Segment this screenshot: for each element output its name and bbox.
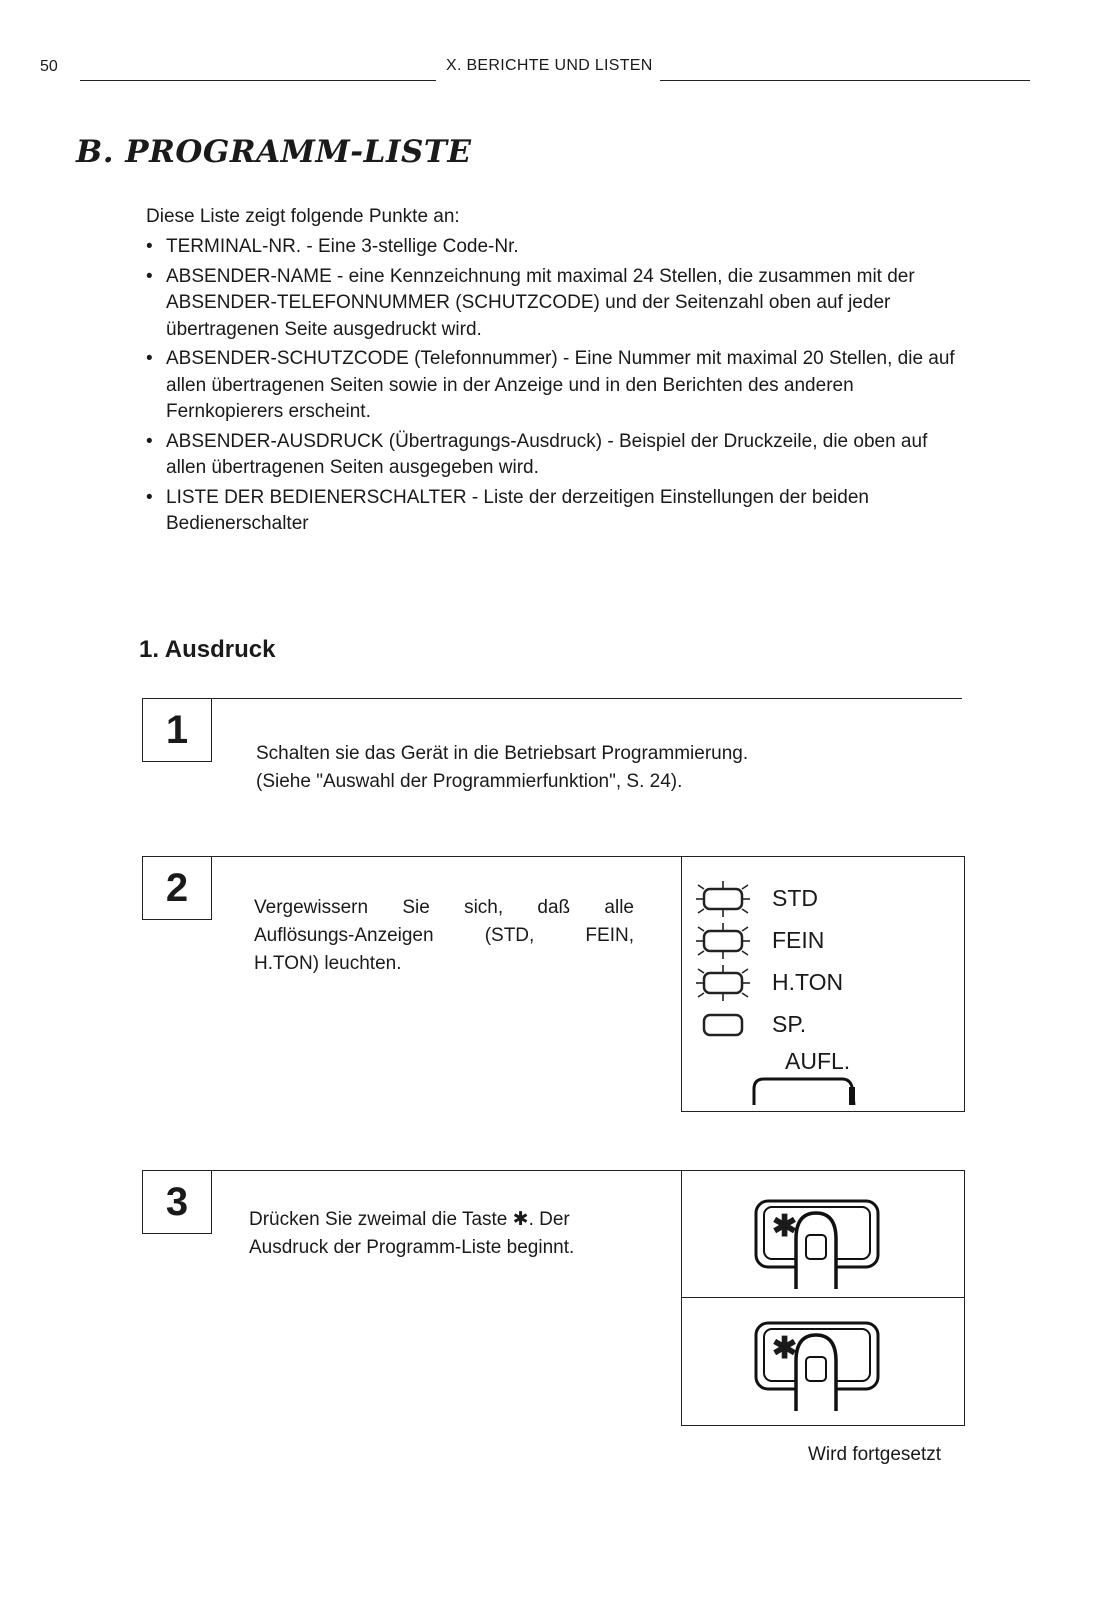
subsection-title: 1. Ausdruck: [139, 636, 276, 663]
step-3-text-line-2: Ausdruck der Programm-Liste beginnt.: [249, 1237, 575, 1258]
key-press-panel: [681, 1170, 965, 1426]
led-label-std: STD: [772, 885, 818, 911]
header-rule-left: [80, 80, 436, 81]
star-key-press-2: [752, 1317, 882, 1411]
chapter-title: X. BERICHTE UND LISTEN: [446, 57, 653, 74]
led-unlit-icon: [682, 1007, 772, 1043]
section-title: B. PROGRAMM-LISTE: [76, 134, 472, 170]
page-number: 50: [40, 58, 58, 75]
resolution-button-label: AUFL.: [785, 1048, 851, 1074]
star-key-symbol: ✱: [772, 1210, 798, 1243]
led-row-std: [682, 881, 922, 917]
step-2-text-line-1: Vergewissern Sie sich, daß alle: [254, 897, 634, 918]
led-lit-icon: [682, 923, 772, 959]
led-row-fein: [682, 923, 922, 959]
continued-note: Wird fortgesetzt: [808, 1444, 942, 1465]
led-row-sp: [682, 1007, 922, 1043]
step-3-rule: [210, 1170, 682, 1171]
step-2-number: 2: [142, 856, 212, 920]
key-panel-divider: [682, 1297, 964, 1298]
step-3-number: 3: [142, 1170, 212, 1234]
step-2-rule: [210, 856, 682, 857]
intro-text: Diese Liste zeigt folgende Punkte an:: [146, 206, 460, 227]
step-1-rule: [210, 698, 962, 699]
header-rule-right: [660, 80, 1030, 81]
list-item: • ABSENDER-SCHUTZCODE (Telefonnummer) - Eine Nummer mit maximal 20 Stellen, die auf allen übertragenen Seiten sowie in der Anzeige und in den Berichten des anderen Fernkopierers erscheint.: [146, 346, 966, 426]
led-label-fein: FEIN: [772, 927, 825, 953]
step-1-text-line-1: Schalten sie das Gerät in die Betriebsart Programmierung.: [256, 743, 749, 764]
feature-list: [146, 234, 966, 541]
led-lit-icon: [682, 881, 772, 917]
star-key-press-1: [752, 1195, 882, 1289]
resolution-button-icon: [750, 1075, 860, 1107]
led-row-hton: [682, 965, 922, 1001]
list-item: • ABSENDER-NAME - eine Kennzeichnung mit maximal 24 Stellen, die zusammen mit der ABSENDER-TELEFONNUMMER (SCHUTZCODE) und der Seitenzahl oben auf jeder übertragenen Seite ausgedruckt wird.: [146, 264, 966, 344]
star-key-symbol: ✱: [772, 1332, 798, 1365]
led-label-sp: SP.: [772, 1011, 807, 1037]
step-1-text-line-2: (Siehe "Auswahl der Programmierfunktion", S. 24).: [256, 771, 683, 792]
list-item: • LISTE DER BEDIENERSCHALTER - Liste der derzeitigen Einstellungen der beiden Bedienerschalter: [146, 485, 966, 538]
step-3-text-line-1: Drücken Sie zweimal die Taste ✱. Der: [249, 1209, 570, 1230]
led-lit-icon: [682, 965, 772, 1001]
step-2-text-line-3: H.TON) leuchten.: [254, 953, 402, 974]
step-2-text-line-2: Auflösungs-Anzeigen (STD, FEIN,: [254, 925, 634, 946]
list-item: • TERMINAL-NR. - Eine 3-stellige Code-Nr.: [146, 234, 966, 261]
led-label-hton: H.TON: [772, 969, 844, 995]
list-item: • ABSENDER-AUSDRUCK (Übertragungs-Ausdruck) - Beispiel der Druckzeile, die oben auf allen übertragenen Seiten ausgegeben wird.: [146, 429, 966, 482]
step-1-number: 1: [142, 698, 212, 762]
